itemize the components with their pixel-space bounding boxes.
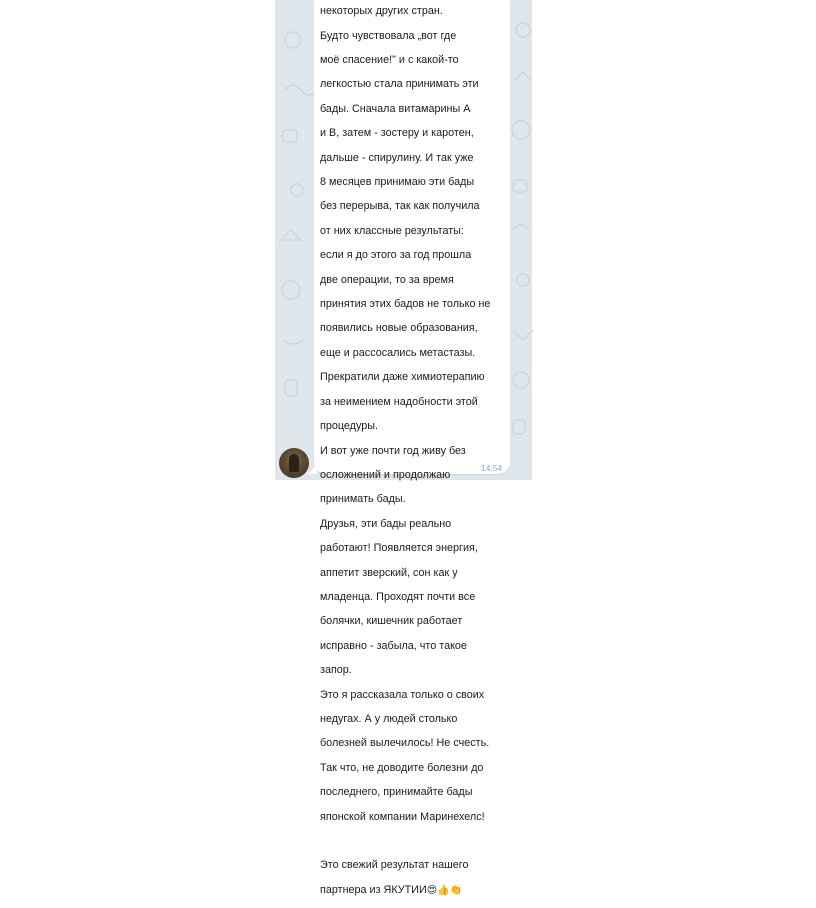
message-line: бады. Сначала витамарины А: [320, 102, 471, 115]
thumbs-up-emoji-icon: 👍: [437, 884, 450, 896]
sender-avatar[interactable]: [279, 448, 309, 478]
message-line: младенца. Проходят почти все: [320, 590, 476, 603]
message-line: дальше - спирулину. И так уже: [320, 151, 474, 164]
message-line: моё спасение!" и с какой-то: [320, 54, 459, 67]
message-line: болячки, кишечник работает: [320, 615, 463, 628]
message-line: легкостью стала принимать эти: [320, 78, 479, 91]
message-text: [320, 0, 508, 908]
message-line: Это свежий результат нашего: [320, 859, 469, 872]
message-line: Друзья, эти бады реально: [320, 517, 452, 530]
heart-eyes-emoji-icon: 😍: [426, 884, 438, 896]
message-line: и В, затем - зостеру и каротен,: [320, 127, 474, 140]
message-line: некоторых других стран.: [320, 5, 443, 18]
message-line: последнего, принимайте бады: [320, 786, 473, 799]
message-line: Так что, не доводите болезни до: [320, 761, 484, 774]
message-line-blank: [320, 835, 508, 847]
message-line: принятия этих бадов не только не: [320, 298, 491, 311]
clapping-hands-emoji-icon: 👏: [449, 884, 463, 896]
message-line: еще и рассосались метастазы.: [320, 346, 476, 359]
message-line: без перерыва, так как получила: [320, 200, 480, 213]
message-line: Будто чувствовала „вот где: [320, 29, 457, 42]
message-line: болезней вылечилось! Не счесть.: [320, 737, 490, 750]
message-line: 8 месяцев принимаю эти бады: [320, 176, 475, 189]
message-line: исправно - забыла, что такое: [320, 639, 467, 652]
message-line: Это я рассказала только о своих: [320, 688, 485, 701]
message-line: от них классные результаты:: [320, 224, 464, 237]
chat-background: [275, 0, 532, 896]
message-line: работают! Появляется энергия,: [320, 542, 478, 555]
message-line: за неимением надобности этой: [320, 395, 478, 408]
message-line: Прекратили даже химиотерапию: [320, 371, 485, 384]
message-line: японской компании Маринехелс!: [320, 810, 485, 823]
message-line: принимать бады.: [320, 493, 406, 506]
message-line: осложнений и продолжаю: [320, 468, 451, 481]
message-line: процедуры.: [320, 420, 379, 433]
message-line: две операции, то за время: [320, 273, 454, 286]
message-last-line: [320, 884, 508, 896]
message-line: недугах. А у людей столько: [320, 712, 458, 725]
message-line: если я до этого за год прошла: [320, 249, 472, 262]
message-line: И вот уже почти год живу без: [320, 444, 466, 457]
message-line: аппетит зверский, сон как у: [320, 566, 458, 579]
message-timestamp: 14:54: [481, 463, 503, 473]
message-line: появились новые образования,: [320, 322, 478, 335]
avatar-figure: [289, 454, 299, 472]
message-last-line-text: партнера из ЯКУТИИ: [320, 883, 427, 896]
message-line: запор.: [320, 664, 352, 677]
